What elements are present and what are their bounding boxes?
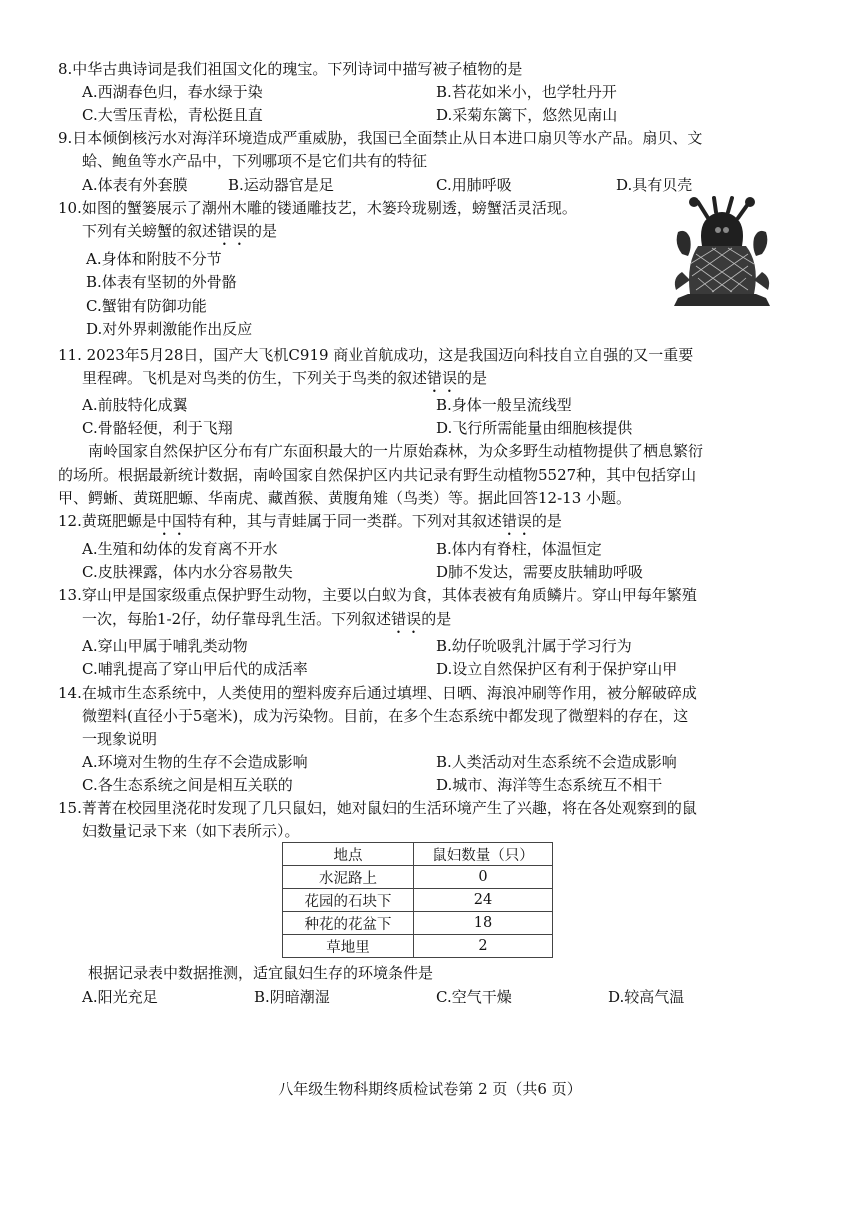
q12-option-c[interactable]: C.皮肤裸露，体内水分容易散失 xyxy=(82,563,293,581)
q9-stem-line2: 蛤、鲍鱼等水产品中，下列哪项不是它们共有的特征 xyxy=(82,152,428,170)
emphasis-text: 错误 xyxy=(501,512,532,530)
q10-option-c[interactable]: C.蟹钳有防御功能 xyxy=(86,297,207,315)
q9-option-c[interactable]: C.用肺呼吸 xyxy=(436,176,512,194)
q15-stem-line2: 妇数量记录下来（如下表所示）。 xyxy=(82,822,300,840)
table-header-cell: 地点 xyxy=(283,843,414,866)
table-row xyxy=(283,889,553,912)
emphasis-text: 错误 xyxy=(391,610,422,628)
q11-option-c[interactable]: C.骨骼轻便，利于飞翔 xyxy=(82,419,233,437)
q9-option-d[interactable]: D.具有贝壳 xyxy=(616,176,693,194)
woodlouse-count-table xyxy=(282,842,553,958)
q11-stem-line2: 里程碑。飞机是对鸟类的仿生，下列关于鸟类的叙述错误的是 xyxy=(82,369,488,387)
q14-stem-line2: 微塑料(直径小于5毫米)，成为污染物。目前，在多个生态系统中都发现了微塑料的存在，这 xyxy=(82,707,689,725)
q14-stem-line1: 14.在城市生态系统中，人类使用的塑料废弃后通过填埋、日晒、海浪冲刷等作用，被分解破碎成 xyxy=(58,684,697,702)
table-row xyxy=(283,912,553,935)
page-footer: 八年级生物科期终质检试卷第 2 页（共6 页） xyxy=(278,1080,582,1098)
q13-option-b[interactable]: B.幼仔吮吸乳汁属于学习行为 xyxy=(436,637,632,655)
q9-option-a[interactable]: A.体表有外套膜 xyxy=(82,176,188,194)
table-row xyxy=(283,935,553,958)
q15-option-c[interactable]: C.空气干燥 xyxy=(436,988,512,1006)
q8-option-c[interactable]: C.大雪压青松，青松挺且直 xyxy=(82,106,263,124)
q15-option-d[interactable]: D.较高气温 xyxy=(608,988,685,1006)
q8-stem: 8.中华古典诗词是我们祖国文化的瑰宝。下列诗词中描写被子植物的是 xyxy=(58,60,523,78)
table-cell: 种花的花盆下 xyxy=(283,912,414,935)
q11-option-b[interactable]: B.身体一般呈流线型 xyxy=(436,396,572,414)
q12-option-d[interactable]: D肺不发达，需要皮肤辅助呼吸 xyxy=(436,563,644,581)
q14-option-d[interactable]: D.城市、海洋等生态系统互不相干 xyxy=(436,776,663,794)
q15-stem-line1: 15.菁菁在校园里浇花时发现了几只鼠妇，她对鼠妇的生活环境产生了兴趣，将在各处观察到的鼠 xyxy=(58,799,697,817)
q8-option-a[interactable]: A.西湖春色归，春水绿于染 xyxy=(82,83,263,101)
q13-option-d[interactable]: D.设立自然保护区有利于保护穿山甲 xyxy=(436,660,678,678)
q10-stem-line1: 10.如图的蟹篓展示了潮州木雕的镂通雕技艺，木篓玲珑剔透，螃蟹活灵活现。 xyxy=(58,199,577,217)
q15-option-a[interactable]: A.阳光充足 xyxy=(82,988,158,1006)
q12-option-b[interactable]: B.体内有脊柱，体温恒定 xyxy=(436,540,602,558)
q14-stem-line3: 一现象说明 xyxy=(82,730,158,748)
q10-option-b[interactable]: B.体表有坚韧的外骨骼 xyxy=(86,273,237,291)
table-cell: 0 xyxy=(414,866,553,889)
passage-line2: 的场所。根据最新统计数据，南岭国家自然保护区内共记录有野生动植物5527种，其中包括穿山 xyxy=(58,466,697,484)
table-cell: 草地里 xyxy=(283,935,414,958)
q9-stem-line1: 9.日本倾倒核污水对海洋环境造成严重威胁，我国已全面禁止从日本进口扇贝等水产品。扇贝、文 xyxy=(58,129,703,147)
q15-option-b[interactable]: B.阴暗潮湿 xyxy=(254,988,330,1006)
table-row xyxy=(283,866,553,889)
emphasis-text: 错误 xyxy=(217,222,248,240)
q14-option-a[interactable]: A.环境对生物的生存不会造成影响 xyxy=(82,753,308,771)
q11-stem-line1: 11. 2023年5月28日，国产大飞机C919 商业首航成功，这是我国迈向科技自立自强的又一重要 xyxy=(58,346,694,364)
q13-option-a[interactable]: A.穿山甲属于哺乳类动物 xyxy=(82,637,248,655)
q14-option-c[interactable]: C.各生态系统之间是相互关联的 xyxy=(82,776,293,794)
table-cell: 水泥路上 xyxy=(283,866,414,889)
q10-option-a[interactable]: A.身体和附肢不分节 xyxy=(86,250,222,268)
table-header-row xyxy=(283,843,553,866)
emphasis-text: 错误 xyxy=(427,369,458,387)
q12-option-a[interactable]: A.生殖和幼体的发育离不开水 xyxy=(82,540,278,558)
q12-stem: 12.黄斑肥螈是中国特有种，其与青蛙属于同一类群。下列对其叙述错误的是 xyxy=(58,512,562,530)
emphasis-text: 中国 xyxy=(156,512,187,530)
q13-stem-line2: 一次，每胎1-2仔，幼仔靠母乳生活。下列叙述错误的是 xyxy=(82,610,452,628)
q13-stem-line1: 13.穿山甲是国家级重点保护野生动物，主要以白蚁为食，其体表被有角质鳞片。穿山甲每年繁殖 xyxy=(58,586,697,604)
table-cell: 18 xyxy=(414,912,553,935)
q8-option-d[interactable]: D.采菊东篱下，悠然见南山 xyxy=(436,106,618,124)
q15-stem-line3: 根据记录表中数据推测，适宜鼠妇生存的环境条件是 xyxy=(88,964,434,982)
q11-option-a[interactable]: A.前肢特化成翼 xyxy=(82,396,188,414)
q9-option-b[interactable]: B.运动器官是足 xyxy=(228,176,334,194)
q13-option-c[interactable]: C.哺乳提高了穿山甲后代的成活率 xyxy=(82,660,308,678)
passage-line1: 南岭国家自然保护区分布有广东面积最大的一片原始森林，为众多野生动植物提供了栖息繁衍 xyxy=(88,442,704,460)
table-cell: 2 xyxy=(414,935,553,958)
q10-option-d[interactable]: D.对外界刺激能作出反应 xyxy=(86,320,253,338)
q14-option-b[interactable]: B.人类活动对生态系统不会造成影响 xyxy=(436,753,677,771)
crab-basket-carving-image xyxy=(668,194,776,312)
q11-option-d[interactable]: D.飞行所需能量由细胞核提供 xyxy=(436,419,633,437)
table-cell: 花园的石块下 xyxy=(283,889,414,912)
q8-option-b[interactable]: B.苔花如米小，也学牡丹开 xyxy=(436,83,617,101)
table-header-cell: 鼠妇数量（只） xyxy=(414,843,553,866)
passage-line3: 甲、鳄蜥、黄斑肥螈、华南虎、藏酋猴、黄腹角雉（鸟类）等。据此回答12-13 小题。 xyxy=(58,489,632,507)
table-cell: 24 xyxy=(414,889,553,912)
q10-stem-line2: 下列有关螃蟹的叙述错误的是 xyxy=(82,222,278,240)
